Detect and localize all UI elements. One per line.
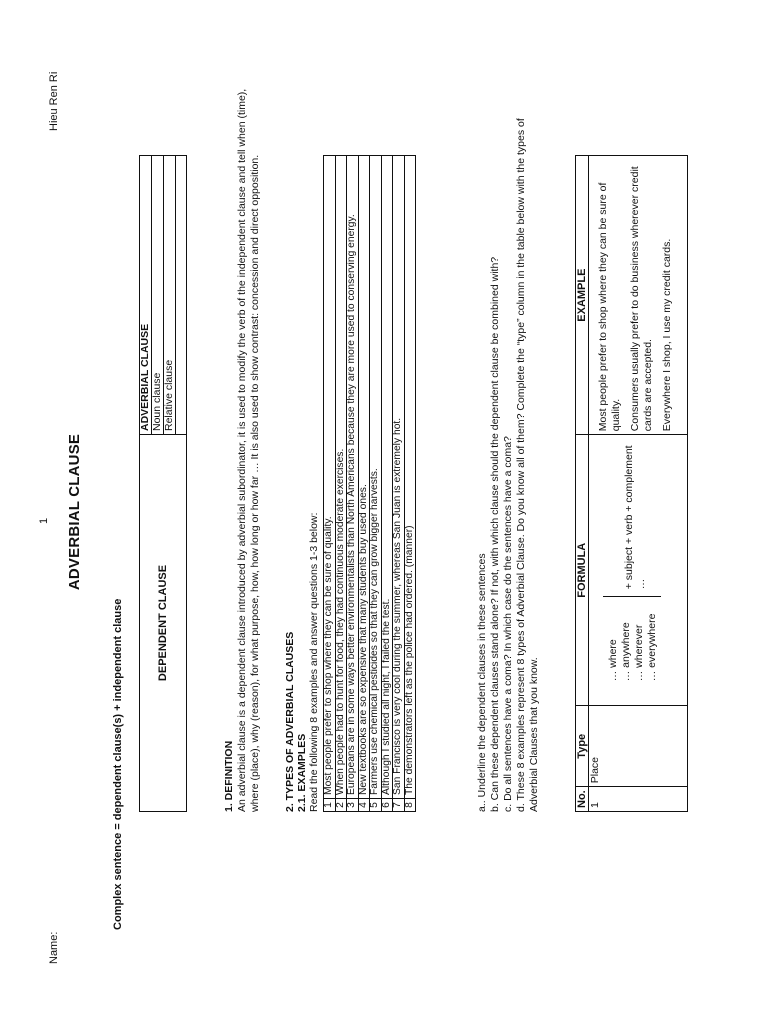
col-header-formula: FORMULA bbox=[576, 435, 589, 706]
question-d-line-1: d. These 8 examples represent 8 types of Adverbial Clause. Do you know all of them? Complete the “type” column in the table below with the types of bbox=[515, 118, 527, 812]
example-sentence: Consumers usually prefer to do business wherever credit cards are accepted. bbox=[629, 166, 654, 432]
questions-block bbox=[476, 112, 541, 812]
table-row bbox=[324, 156, 336, 812]
example-number: 4 bbox=[358, 799, 370, 812]
example-text: San Francisco is very cool during the summer, whereas San Juan is extremely hot. bbox=[393, 156, 405, 799]
example-sentence: Everywhere I shop, I use my credit cards. bbox=[661, 238, 673, 432]
complex-sentence-formula: Complex sentence = dependent clause(s) + independent clause bbox=[112, 598, 124, 930]
types-header-row bbox=[576, 156, 589, 812]
definition-section bbox=[223, 89, 262, 812]
definition-heading: 1. DEFINITION bbox=[223, 740, 235, 812]
examples-instruction: Read the following 8 examples and answer questions 1-3 below: bbox=[308, 512, 320, 812]
clause-type-adverbial: ADVERBIAL CLAUSE bbox=[140, 156, 152, 435]
clause-table bbox=[139, 155, 187, 812]
example-number: 8 bbox=[404, 799, 416, 812]
table-row bbox=[589, 156, 688, 812]
definition-line-2: where (place), why (reason), for what purpose, how, how long or how far … It is also used to show contrast: concession and direct opposition. bbox=[249, 154, 261, 812]
subordinator-word: … everywhere bbox=[646, 613, 658, 682]
table-row bbox=[404, 156, 416, 812]
document-title: ADVERBIAL CLAUSE bbox=[66, 433, 83, 591]
clause-type-noun: Noun clause bbox=[152, 156, 164, 435]
page-number: 1 bbox=[38, 517, 50, 524]
example-text: The demonstrators left as the police had ordered. (manner) bbox=[404, 156, 416, 799]
example-text: New textbooks are so expensive that many students buy used ones. bbox=[358, 156, 370, 799]
examples-table bbox=[323, 155, 416, 812]
example-number: 3 bbox=[347, 799, 359, 812]
types-table bbox=[575, 155, 688, 812]
example-number: 5 bbox=[370, 799, 382, 812]
examples-subheading: 2.1. EXAMPLES bbox=[296, 733, 308, 812]
example-number: 6 bbox=[381, 799, 393, 812]
table-row bbox=[335, 156, 347, 812]
table-row bbox=[381, 156, 393, 812]
col-header-type: Type bbox=[576, 706, 589, 787]
question-c: c. Do all sentences have a coma? In which case do the sentences have a coma? bbox=[502, 436, 514, 812]
example-number: 2 bbox=[335, 799, 347, 812]
subordinator-word: … where bbox=[607, 639, 619, 682]
example-text: Farmers use chemical pesticides so that they can grow bigger harvests. bbox=[370, 156, 382, 799]
table-row bbox=[358, 156, 370, 812]
subordinator-word: … anywhere bbox=[620, 622, 632, 682]
example-text: Although I studied all night, I failed the test. bbox=[381, 156, 393, 799]
example-number: 7 bbox=[393, 799, 405, 812]
subordinator-list bbox=[607, 614, 659, 682]
dependent-clause-label: DEPENDENT CLAUSE bbox=[140, 435, 187, 812]
table-row bbox=[393, 156, 405, 812]
formula-text: + subject + verb + complement … bbox=[623, 445, 647, 590]
row-formula bbox=[589, 435, 688, 706]
question-a: a.. Underline the dependent clauses in these sentences bbox=[476, 553, 488, 812]
row-number: 1 bbox=[589, 787, 688, 812]
example-text: Most people prefer to shop where they can be sure of quality. bbox=[324, 156, 336, 799]
clause-type-empty bbox=[176, 156, 187, 435]
example-number: 1 bbox=[324, 799, 336, 812]
table-row bbox=[347, 156, 359, 812]
row-examples bbox=[589, 156, 688, 435]
author-name: Hieu Ren Ri bbox=[48, 71, 60, 131]
row-type: Place bbox=[589, 706, 688, 787]
name-label: Name: bbox=[48, 931, 60, 964]
col-header-example: EXAMPLE bbox=[576, 156, 589, 435]
clause-type-relative: Relative clause bbox=[164, 156, 176, 435]
question-d-line-2: Adverbial Clauses that you know. bbox=[528, 657, 540, 812]
col-header-no: No. bbox=[576, 787, 589, 812]
bracket-line bbox=[603, 596, 661, 597]
example-text: When people had to hunt for food, they had continuous moderate exercises. bbox=[335, 156, 347, 799]
types-section bbox=[284, 513, 320, 812]
types-heading: 2. TYPES OF ADVERBIAL CLAUSES bbox=[284, 631, 296, 812]
example-text: Europeans are in some ways better environmentalists than North Americans because they are more used to conserving energy. bbox=[347, 156, 359, 799]
subordinator-word: … wherever bbox=[633, 624, 645, 682]
example-sentence: Most people prefer to shop where they can be sure of quality. bbox=[597, 182, 622, 432]
definition-line-1: An adverbial clause is a dependent clause introduced by adverbial subordinator, it is used to modify the verb of the independent clause and tell when (time), bbox=[236, 88, 248, 812]
table-row bbox=[370, 156, 382, 812]
question-b: b. Can these dependent clauses stand alone? If not, with which clause should the dependent clause be combined with? bbox=[489, 256, 501, 812]
